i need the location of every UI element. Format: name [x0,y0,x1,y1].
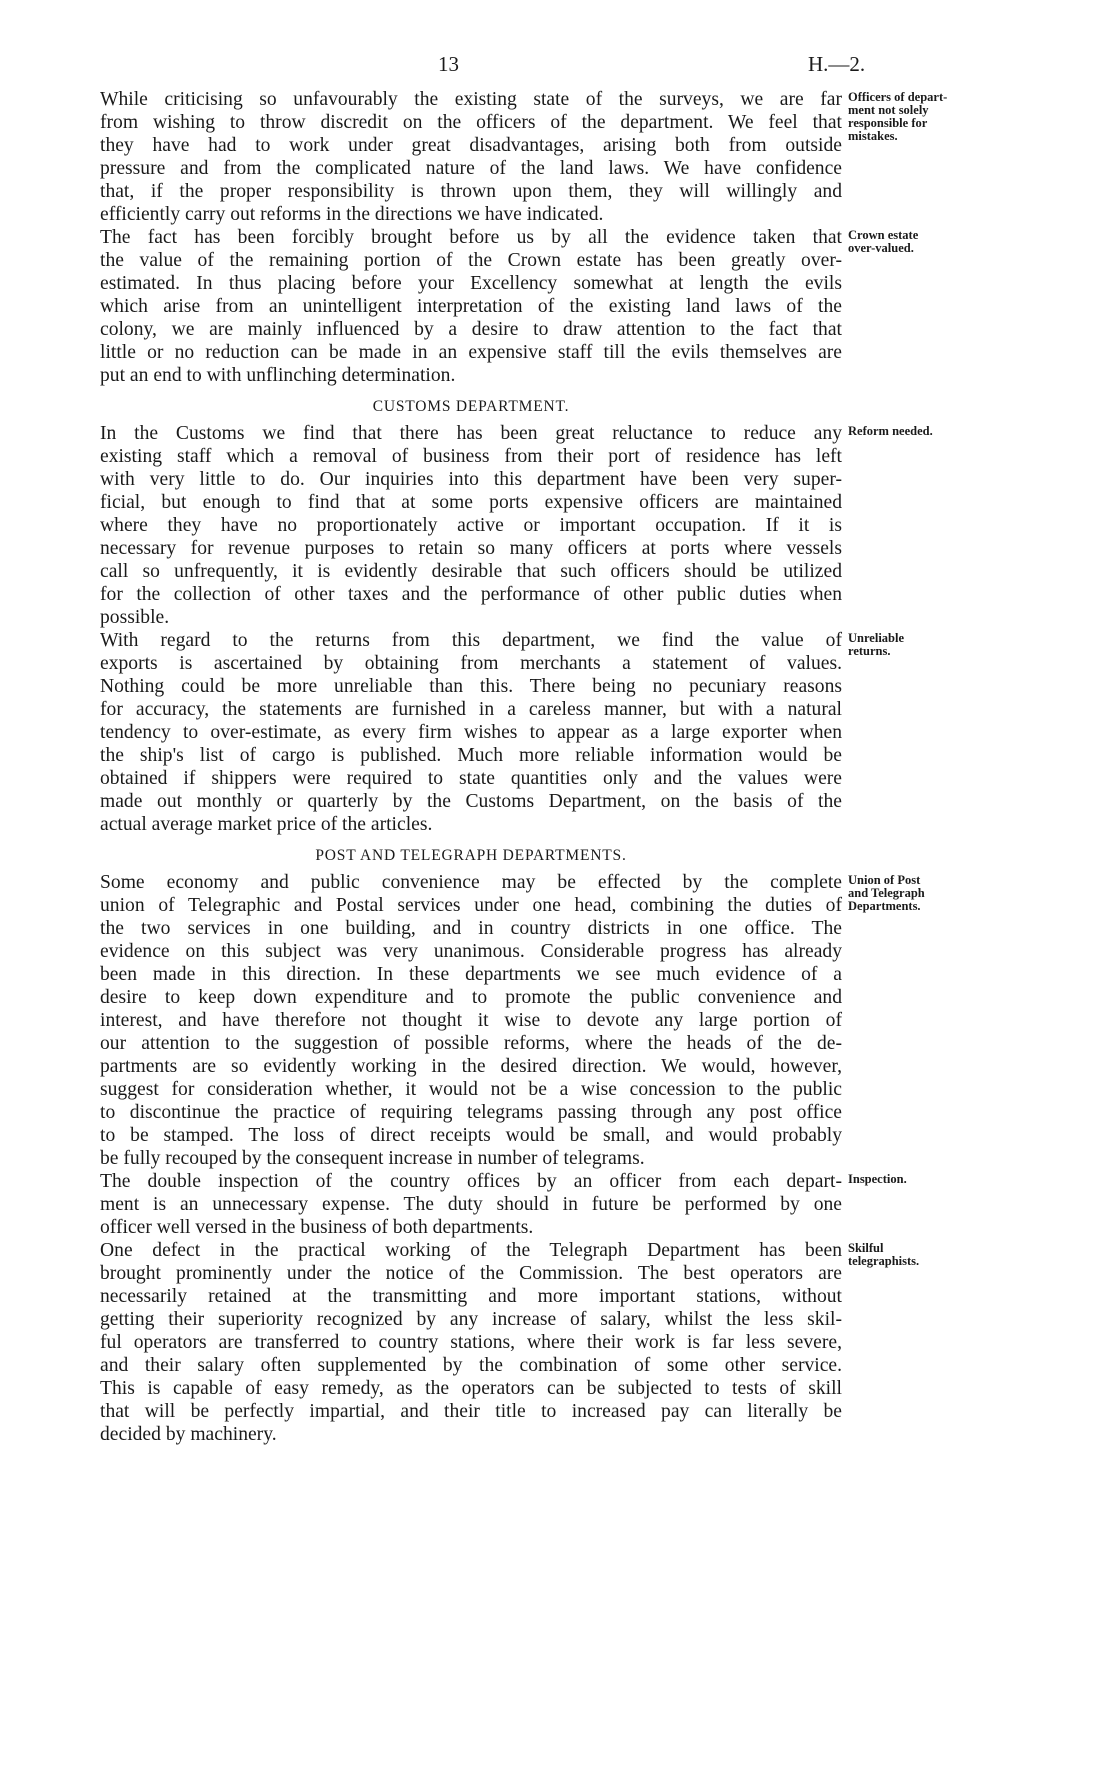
section-heading: POST AND TELEGRAPH DEPARTMENTS. [315,847,627,864]
paragraph [100,226,919,387]
margin-note [848,1173,978,1186]
margin-note-line: and Telegraph [848,886,925,900]
margin-note-line: returns. [848,644,891,658]
page-number: 13 [438,52,459,76]
paragraph-line: for the collection of other taxes and the performance of other public duties when [100,584,842,605]
margin-note [848,425,978,438]
paragraph-line: put an end to with unflinching determination. [100,365,456,386]
margin-note-line: Inspection. [848,1172,907,1186]
paragraph-line: to discontinue the practice of requiring telegrams passing through any post office [100,1102,842,1123]
margin-note-line: Crown estate [848,228,919,242]
margin-note-line: mistakes. [848,129,898,143]
paragraph-line: partments are so evidently working in the desired direction. We would, however, [100,1056,842,1077]
paragraph-line: efficiently carry out reforms in the directions we have indicated. [100,204,604,225]
paragraph-line: With regard to the returns from this department, we find the value of [100,630,842,651]
margin-note-line: Union of Post [848,873,921,887]
margin-note [848,1242,978,1268]
margin-note-line: Skilful [848,1241,884,1255]
margin-note-line: Departments. [848,899,921,913]
paragraph-line: the ship's list of cargo is published. Much more reliable information would be [100,745,842,766]
paragraph-line: pressure and from the complicated nature of the land laws. We have confidence [100,158,842,179]
paragraph-line: evidence on this subject was very unanimous. Considerable progress has already [100,941,842,962]
paragraph-line: our attention to the suggestion of possible reforms, where the heads of the de- [100,1033,842,1054]
paragraph-line: from wishing to throw discredit on the officers of the department. We feel that [100,112,842,133]
paragraph-line: existing staff which a removal of business from their port of residence has left [100,446,842,467]
paragraph-line: The fact has been forcibly brought before us by all the evidence taken that [100,227,842,248]
paragraph-line: possible. [100,607,170,628]
paragraph-line: officer well versed in the business of both departments. [100,1217,534,1238]
paragraph-line: ment is an unnecessary expense. The duty should in future be performed by one [100,1194,842,1215]
paragraph-line: union of Telegraphic and Postal services under one head, combining the duties of [100,895,842,916]
paragraph-line: One defect in the practical working of the Telegraph Department has been [100,1240,842,1261]
paragraph-line: getting their superiority recognized by any increase of salary, whilst the less skil- [100,1309,842,1330]
section-heading: CUSTOMS DEPARTMENT. [372,398,570,415]
paragraph-line: desire to keep down expenditure and to promote the public convenience and [100,987,842,1008]
paragraph-line: ficial, but enough to find that at some ports expensive officers are maintained [100,492,842,513]
paragraph-line: interest, and have therefore not thought it wise to devote any large portion of [100,1010,842,1031]
margin-note-line: telegraphists. [848,1254,920,1268]
paragraph-line: tendency to over-estimate, as every firm wishes to appear as a large exporter when [100,722,842,743]
paragraph-line: be fully recouped by the consequent increase in number of telegrams. [100,1148,645,1169]
paragraph-line: necessary for revenue purposes to retain so many officers at ports where vessels [100,538,842,559]
paragraph-line: While criticising so unfavourably the existing state of the surveys, we are far [100,89,842,110]
paragraph-line: that, if the proper responsibility is thrown upon them, they will willingly and [100,181,842,202]
paragraph [100,422,933,629]
paragraph-line: that will be perfectly impartial, and their title to increased pay can literally be [100,1401,842,1422]
paragraph-line: This is capable of easy remedy, as the operators can be subjected to tests of skill [100,1378,842,1399]
document-body [100,88,948,1446]
paragraph-line: Some economy and public convenience may be effected by the complete [100,872,842,893]
margin-note-line: responsible for [848,116,928,130]
paragraph-line: colony, we are mainly influenced by a desire to draw attention to the fact that [100,319,842,340]
paragraph-line: made out monthly or quarterly by the Customs Department, on the basis of the [100,791,842,812]
paragraph-line: where they have no proportionately active or important occupation. If it is [100,515,842,536]
paragraph-line: estimated. In thus placing before your Excellency somewhat at length the evils [100,273,842,294]
margin-note-line: ment not solely [848,103,929,117]
margin-note [848,91,978,143]
paragraph-line: necessarily retained at the transmitting and more important stations, without [100,1286,842,1307]
margin-note [848,229,978,255]
margin-note-line: over-valued. [848,241,914,255]
paragraph-line: ful operators are transferred to country stations, where their work is far less severe, [100,1332,842,1353]
paragraph-line: which arise from an unintelligent interpretation of the existing land laws of the [100,296,842,317]
paragraph-line: actual average market price of the articles. [100,814,433,835]
paragraph [100,1170,907,1239]
margin-note-line: Unreliable [848,631,905,645]
paragraph-line: with very little to do. Our inquiries into this department have been very super- [100,469,842,490]
paragraph-line: exports is ascertained by obtaining from merchants a statement of values. [100,653,842,674]
margin-note [848,874,978,913]
paragraph-line: been made in this direction. In these departments we see much evidence of a [100,964,842,985]
paragraph-line: the two services in one building, and in country districts in one office. The [100,918,842,939]
paragraph-line: Nothing could be more unreliable than this. There being no pecuniary reasons [100,676,842,697]
paragraph-line: they have had to work under great disadvantages, arising both from outside [100,135,842,156]
paragraph-line: The double inspection of the country offices by an officer from each depart- [100,1171,842,1192]
paragraph-line: to be stamped. The loss of direct receipts would be small, and would probably [100,1125,842,1146]
paragraph-line: the value of the remaining portion of the Crown estate has been greatly over- [100,250,842,271]
paragraph-line: for accuracy, the statements are furnished in a careless manner, but with a natural [100,699,842,720]
paragraph [100,629,905,836]
paragraph-line: little or no reduction can be made in an expensive staff till the evils themselves are [100,342,842,363]
margin-note [848,632,978,658]
paragraph-line: obtained if shippers were required to state quantities only and the values were [100,768,842,789]
document-code: H.—2. [808,52,866,76]
paragraph-line: brought prominently under the notice of the Commission. The best operators are [100,1263,842,1284]
paragraph-line: and their salary often supplemented by the combination of some other service. [100,1355,842,1376]
paragraph-line: call so unfrequently, it is evidently desirable that such officers should be utilized [100,561,842,582]
margin-note-line: Reform needed. [848,424,933,438]
margin-note-line: Officers of depart- [848,90,948,104]
paragraph-line: suggest for consideration whether, it would not be a wise concession to the public [100,1079,842,1100]
paragraph [100,871,925,1170]
paragraph [100,88,948,226]
paragraph [100,1239,920,1446]
paragraph-line: decided by machinery. [100,1424,277,1445]
paragraph-line: In the Customs we find that there has been great reluctance to reduce any [100,423,842,444]
